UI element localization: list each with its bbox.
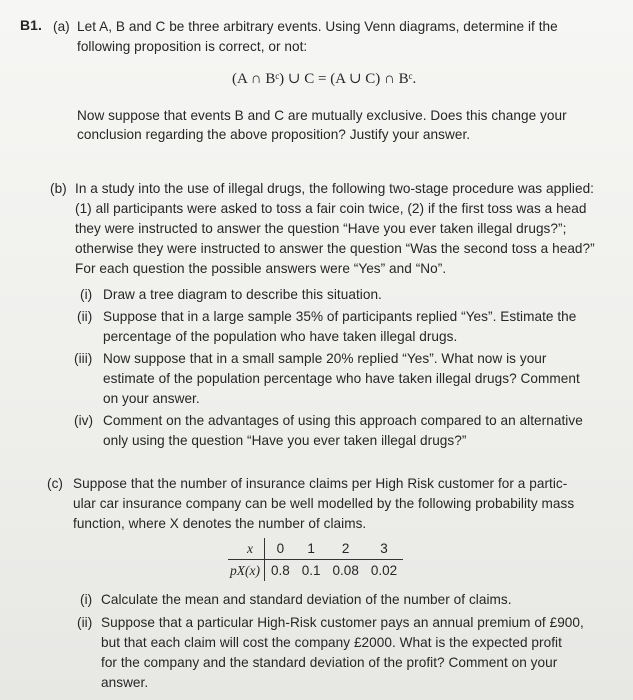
p-header: pX(x) [228,560,264,582]
part-b-item-line: on your answer. [103,391,200,406]
part-a-line-3: Now suppose that events B and C are mutually exclusive. Does this change your [77,108,567,123]
p-value: 0.02 [370,563,398,578]
part-c-item-label: (i) [80,592,93,607]
part-b-line: For each question the possible answers were “Yes” and “No”. [75,261,447,276]
part-b-item-line: Now suppose that in a small sample 20% replied “Yes”. What now is your [103,351,547,366]
part-b-item-line: Comment on the advantages of using this approach compared to an alternative [103,413,583,428]
part-b-line: In a study into the use of illegal drugs, the following two-stage procedure was applied: [75,181,595,196]
part-c-item-label: (ii) [77,615,93,630]
part-c-item-line: but that each claim will cost the company £2000. What is the expected profit [101,635,562,650]
part-c-line: Suppose that the number of insurance claims per High Risk customer for a partic- [73,476,568,491]
part-b-item-label: (iii) [74,351,93,366]
p-value: 0.1 [301,563,321,578]
part-b-item-line: percentage of the population who have taken illegal drugs. [103,329,458,344]
part-b-line: (1) all participants were asked to toss a fair coin twice, (2) if the first toss was a head [75,201,587,216]
x-value: 3 [365,538,403,560]
part-b-item-label: (ii) [77,309,93,324]
part-c-item-line: for the company and the standard deviation of the profit? Comment on your [101,655,558,670]
p-value: 0.8 [270,563,290,578]
part-b-item-label: (i) [80,287,93,302]
pmf-table [228,538,403,581]
part-c-item-line: Suppose that a particular High-Risk customer pays an annual premium of £900, [101,615,584,630]
x-value: 0 [264,538,295,560]
part-b-line: otherwise they were instructed to answer the question “Was the second toss a head?” [75,241,595,256]
part-b-label: (b) [50,181,67,196]
part-c-line: ular car insurance company can be well modelled by the following probability mass [73,496,575,511]
part-a-line-1: Let A, B and C be three arbitrary events. Using Venn diagrams, determine if the [77,19,558,34]
x-value: 2 [327,538,365,560]
set-equation: (A ∩ Bᶜ) ∪ C = (A ∪ C) ∩ Bᶜ. [232,71,417,87]
part-b-line: they were instructed to answer the question “Have you ever taken illegal drugs?”; [75,221,567,236]
part-b-item-line: estimate of the population percentage who have taken illegal drugs? Comment [103,371,580,386]
part-b-item-line: only using the question “Have you ever taken illegal drugs?” [103,433,467,448]
x-header: x [228,538,264,560]
part-a-line-2: following proposition is correct, or not: [77,39,308,54]
part-b-item-line: Draw a tree diagram to describe this situation. [103,287,382,302]
part-c-item-line: Calculate the mean and standard deviation of the number of claims. [101,592,512,607]
x-value: 1 [296,538,327,560]
part-b-item-label: (iv) [74,413,94,428]
pmf-table-wrapper [228,538,403,581]
part-c-item-line: answer. [101,675,149,690]
part-a-line-4: conclusion regarding the above proposition? Justify your answer. [77,127,471,142]
part-c-label: (c) [47,476,64,491]
part-c-line: function, where X denotes the number of claims. [73,516,367,531]
question-number: B1. [20,17,42,33]
part-a-label: (a) [53,19,70,34]
part-b-item-line: Suppose that in a large sample 35% of participants replied “Yes”. Estimate the [103,309,577,324]
p-value: 0.08 [332,563,359,578]
